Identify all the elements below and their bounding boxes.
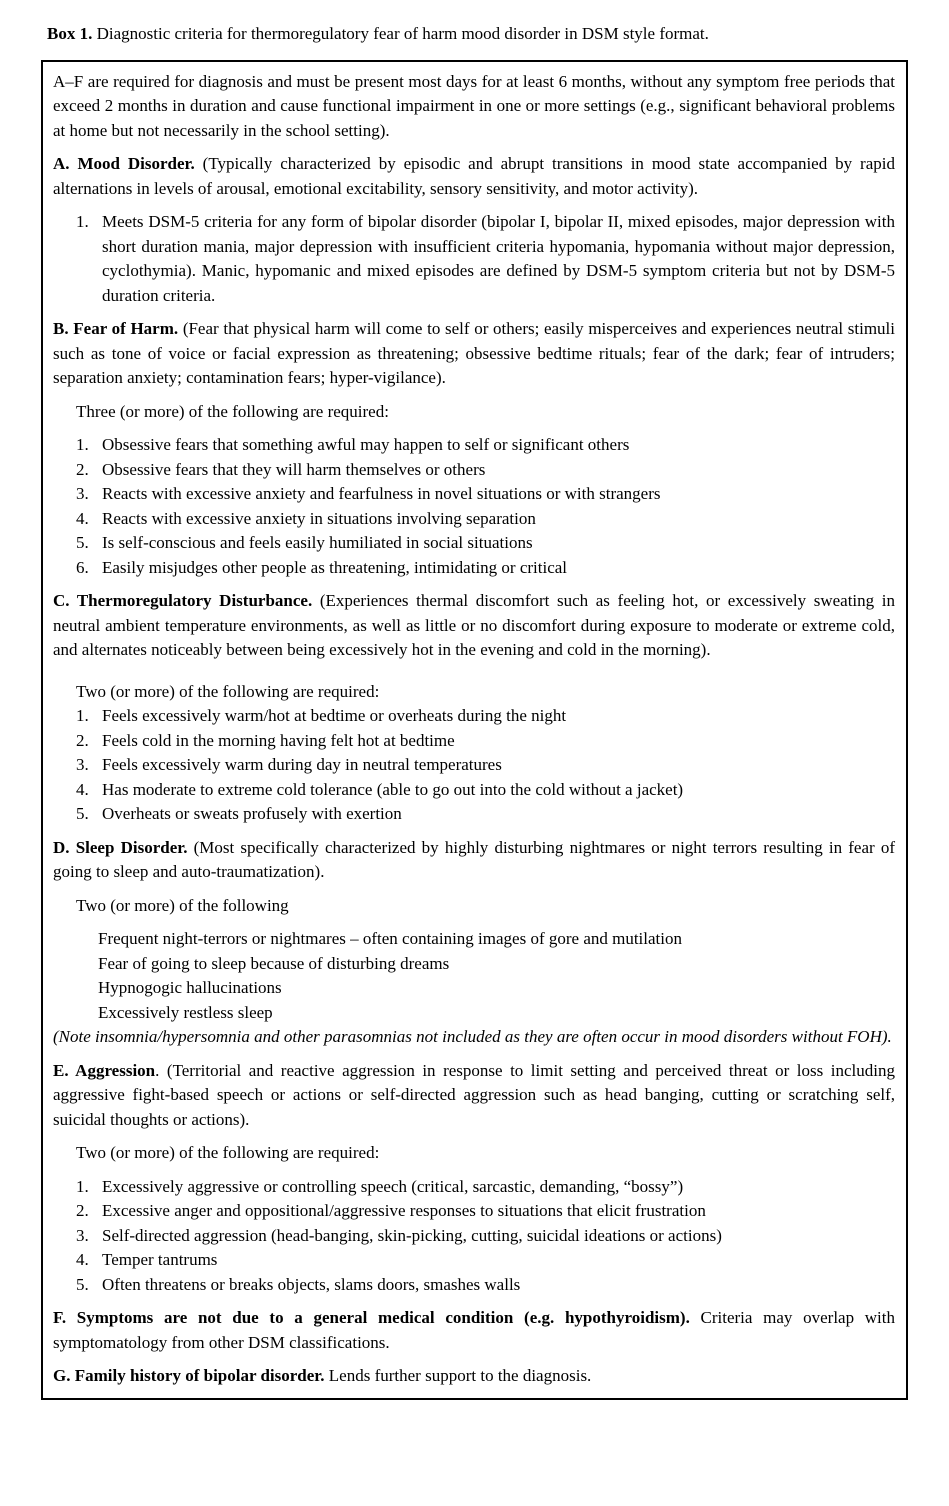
section-a-list bbox=[53, 210, 895, 308]
list-item-text: Is self-conscious and feels easily humiliated in social situations bbox=[102, 533, 533, 552]
section-g-desc: Lends further support to the diagnosis. bbox=[324, 1366, 592, 1385]
section-d-list bbox=[53, 927, 895, 1025]
list-item-number: 5. bbox=[76, 1274, 89, 1294]
section-b-list bbox=[53, 433, 895, 580]
list-item bbox=[53, 556, 895, 581]
section-f-heading bbox=[53, 1306, 895, 1355]
section-e-heading bbox=[53, 1059, 895, 1133]
list-item-text: Feels cold in the morning having felt hot at bedtime bbox=[102, 730, 455, 750]
box-caption-text: Diagnostic criteria for thermoregulatory fear of harm mood disorder in DSM style format. bbox=[92, 24, 709, 43]
list-item bbox=[53, 210, 895, 308]
list-item-number: 2. bbox=[76, 1201, 89, 1220]
section-d-lead-in: Two (or more) of the following bbox=[76, 895, 289, 915]
section-c-desc: (Experiences thermal discomfort such as feeling hot, or excessively sweating in neutral ambient temperature environments, as well as little or no discomfort during exposure to moderate or extreme cold, and alternates noticeably between being excessively hot in the evening and cold in the morning). bbox=[53, 591, 895, 659]
section-c-lead-in: Two (or more) of the following are required: bbox=[76, 681, 380, 701]
list-item bbox=[53, 778, 895, 803]
section-a-desc: (Typically characterized by episodic and abrupt transitions in mood state accompanied by rapid alternations in levels of arousal, emotional excitability, sensory sensitivity, and motor activity). bbox=[53, 154, 895, 198]
list-item bbox=[53, 1248, 895, 1273]
list-item-text: Reacts with excessive anxiety and fearfulness in novel situations or with strangers bbox=[102, 484, 661, 503]
list-item-number: 4. bbox=[76, 1250, 89, 1269]
list-item-number: 1. bbox=[76, 706, 89, 725]
list-item-number: 3. bbox=[76, 755, 89, 774]
list-item-number: 6. bbox=[76, 557, 89, 577]
list-item bbox=[53, 433, 895, 458]
section-d-heading bbox=[53, 836, 895, 885]
list-item-text: Obsessive fears that something awful may happen to self or significant others bbox=[102, 435, 630, 454]
list-item-text: Feels excessively warm/hot at bedtime or overheats during the night bbox=[102, 706, 567, 725]
list-item-text: Excessively aggressive or controlling speech (critical, sarcastic, demanding, “bossy”) bbox=[102, 1176, 684, 1196]
section-e-list bbox=[53, 1175, 895, 1298]
section-d-desc: (Most specifically characterized by highly disturbing nightmares or night terrors resulting in fear of going to sleep and auto-traumatization). bbox=[53, 837, 896, 881]
list-item-text: Temper tantrums bbox=[102, 1250, 218, 1269]
section-c-list bbox=[53, 704, 895, 827]
section-c-label: C. Thermoregulatory Disturbance. bbox=[53, 591, 313, 610]
section-f-desc: Criteria may overlap with symptomatology from other DSM classifications. bbox=[53, 1308, 896, 1352]
section-a-label: A. Mood Disorder. bbox=[53, 154, 195, 173]
list-item-text: Overheats or sweats profusely with exertion bbox=[102, 804, 402, 823]
list-item-text: Obsessive fears that they will harm themselves or others bbox=[102, 459, 486, 479]
list-item bbox=[53, 729, 895, 754]
list-item-number: 1. bbox=[76, 212, 89, 231]
list-item bbox=[53, 458, 895, 483]
section-b-lead-in: Three (or more) of the following are required: bbox=[76, 401, 389, 421]
list-item bbox=[53, 482, 895, 507]
section-b-heading bbox=[53, 317, 895, 391]
section-e-lead-in: Two (or more) of the following are required: bbox=[76, 1143, 380, 1162]
section-d-note: (Note insomnia/hypersomnia and other parasomnias not included as they are often occur in mood disorders without FOH). bbox=[53, 1027, 892, 1046]
list-item bbox=[53, 531, 895, 556]
section-g-heading bbox=[53, 1364, 895, 1389]
list-item: Fear of going to sleep because of disturbing dreams bbox=[98, 953, 450, 973]
box-caption-label: Box 1. bbox=[47, 24, 93, 43]
list-item-number: 4. bbox=[76, 779, 89, 799]
list-item-text: Reacts with excessive anxiety in situations involving separation bbox=[102, 508, 536, 528]
section-e-desc: . (Territorial and reactive aggression in response to limit setting and perceived threat or loss including aggressive fight-based speech or actions or self-directed aggression such as head banging, cutting or scratching self, suicidal thoughts or actions). bbox=[53, 1060, 895, 1129]
list-item-text: Easily misjudges other people as threatening, intimidating or critical bbox=[102, 557, 568, 577]
list-item-number: 3. bbox=[76, 484, 89, 503]
section-b-desc: (Fear that physical harm will come to self or others; easily misperceives and experiences neutral stimuli such as tone of voice or facial expression as threatening; obsessive bedtime rituals; fear of the dark; fear of intruders; separation anxiety; contamination fears; hyper-vigilance). bbox=[53, 319, 895, 387]
list-item-number: 5. bbox=[76, 804, 89, 823]
list-item bbox=[53, 1199, 895, 1224]
section-e-label: E. Aggression bbox=[53, 1060, 156, 1080]
list-item-number: 5. bbox=[76, 533, 89, 552]
list-item-number: 4. bbox=[76, 508, 89, 528]
list-item-number: 2. bbox=[76, 459, 89, 479]
section-g-label: G. Family history of bipolar disorder. bbox=[53, 1366, 325, 1385]
list-item: Frequent night-terrors or nightmares – often containing images of gore and mutilation bbox=[98, 929, 682, 948]
intro-paragraph: A–F are required for diagnosis and must be present most days for at least 6 months, without any symptom free periods that exceed 2 months in duration and cause functional impairment in one or more settings (e.g., significant behavioral problems at home but not necessarily in the school setting). bbox=[53, 71, 895, 140]
list-item-text: Excessive anger and oppositional/aggressive responses to situations that elicit frustration bbox=[102, 1201, 706, 1220]
list-item-number: 2. bbox=[76, 730, 89, 750]
list-item-text: Has moderate to extreme cold tolerance (able to go out into the cold without a jacket) bbox=[102, 779, 684, 799]
section-c-heading bbox=[53, 589, 895, 663]
list-item: Excessively restless sleep bbox=[98, 1002, 273, 1022]
criteria-box bbox=[41, 60, 908, 1400]
list-item bbox=[53, 704, 895, 729]
list-item-text: Meets DSM-5 criteria for any form of bipolar disorder (bipolar I, bipolar II, mixed episodes, major depression with short duration mania, major depression with insufficient criteria hypomania, hypomania without major depression, cyclothymia). Manic, hypomanic and mixed episodes are defined by DSM-5 symptom criteria but not by DSM-5 duration criteria. bbox=[102, 212, 895, 305]
list-item bbox=[53, 1224, 895, 1249]
list-item-number: 1. bbox=[76, 435, 89, 454]
list-item-number: 3. bbox=[76, 1225, 89, 1245]
list-item bbox=[53, 1175, 895, 1200]
list-item-number: 1. bbox=[76, 1176, 89, 1196]
section-a-heading bbox=[53, 152, 895, 201]
list-item-text: Self-directed aggression (head-banging, skin-picking, cutting, suicidal ideations or actions) bbox=[102, 1225, 722, 1245]
list-item: Hypnogogic hallucinations bbox=[98, 978, 282, 997]
list-item bbox=[53, 1273, 895, 1298]
section-d-label: D. Sleep Disorder. bbox=[53, 837, 188, 857]
box-caption bbox=[0, 0, 949, 60]
list-item bbox=[53, 802, 895, 827]
list-item bbox=[53, 507, 895, 532]
list-item-text: Often threatens or breaks objects, slams doors, smashes walls bbox=[102, 1274, 521, 1294]
list-item-text: Feels excessively warm during day in neutral temperatures bbox=[102, 755, 502, 774]
list-item bbox=[53, 753, 895, 778]
section-f-label: F. Symptoms are not due to a general medical condition (e.g. hypothyroidism). bbox=[53, 1308, 690, 1327]
section-b-label: B. Fear of Harm. bbox=[53, 319, 179, 338]
